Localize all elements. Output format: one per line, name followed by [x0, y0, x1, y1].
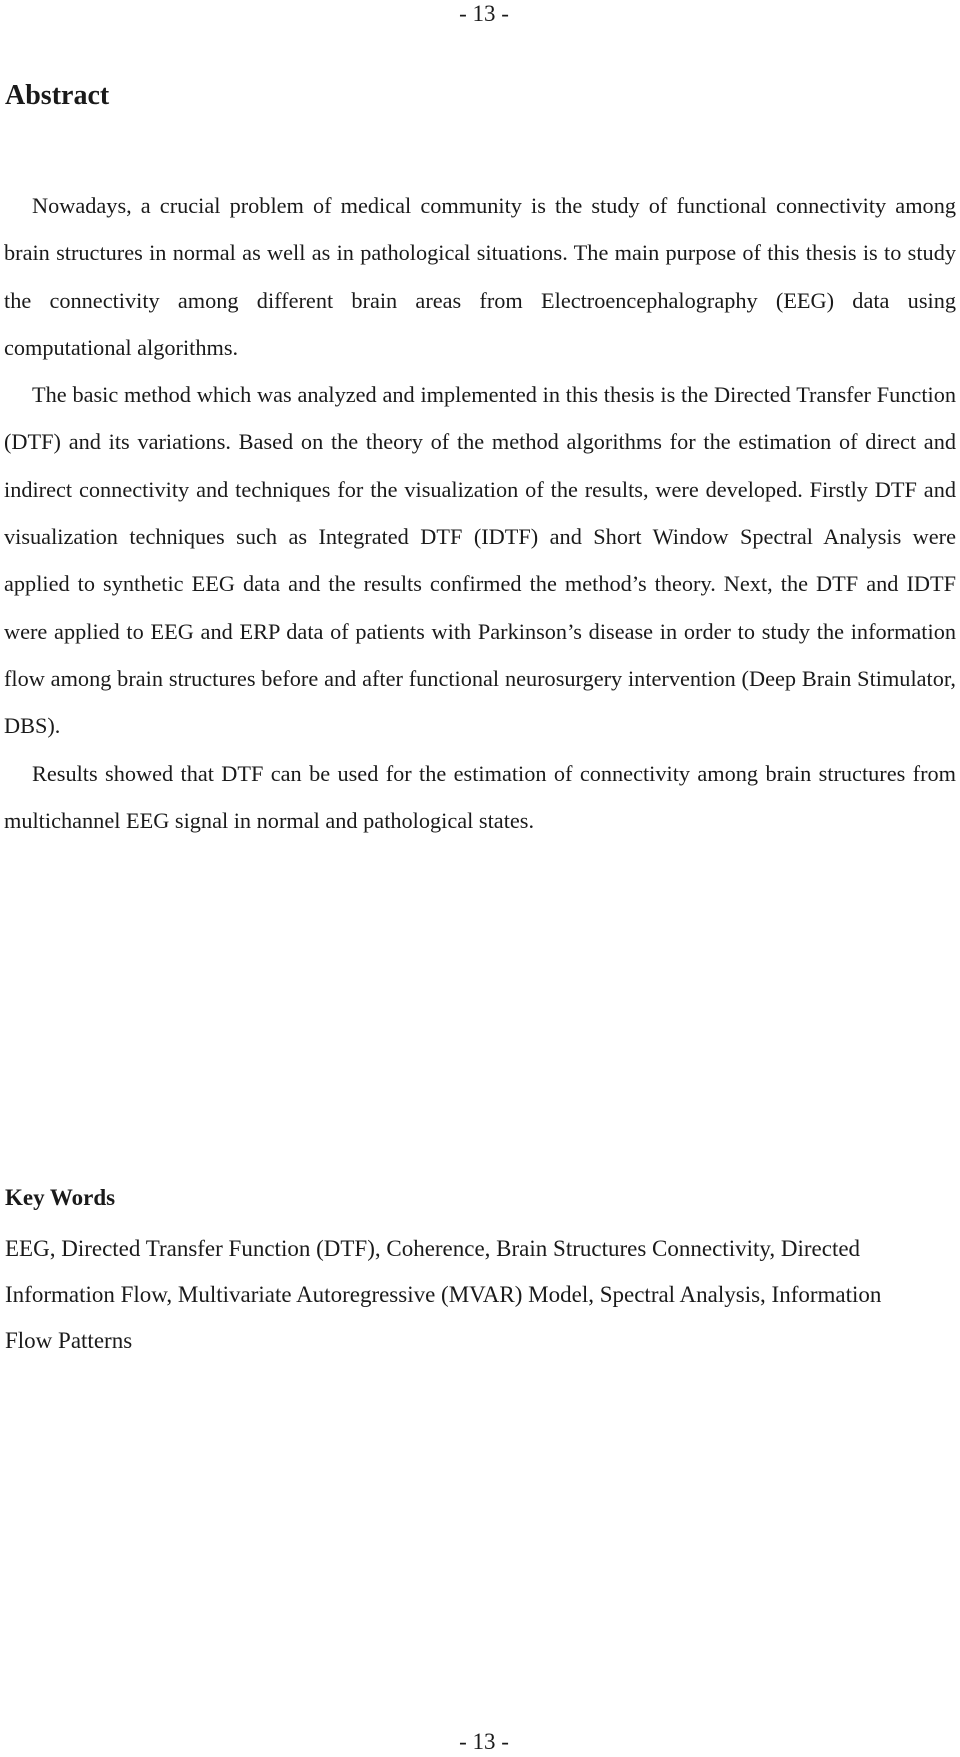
keywords-list: EEG, Directed Transfer Function (DTF), Coherence, Brain Structures Connectivity, Directed Information Flow, Multivariate Autoregressive (MVAR) Model, Spectral Analysis, Information Flow Patterns	[5, 1236, 882, 1353]
abstract-paragraph: Results showed that DTF can be used for the estimation of connectivity among brain structures from multichannel EEG signal in normal and pathological states.	[4, 760, 956, 833]
abstract-heading: Abstract	[5, 80, 110, 111]
abstract-paragraph: Nowadays, a crucial problem of medical community is the study of functional connectivity among brain structures in normal as well as in pathological situations. The main purpose of this thesis is to study the connectivity among different brain areas from Electroencephalography (EEG) data using computational algorithms.	[4, 193, 956, 360]
keywords-heading: Key Words	[5, 1185, 116, 1210]
abstract-paragraph: The basic method which was analyzed and implemented in this thesis is the Directed Transfer Function (DTF) and its variations. Based on the theory of the method algorithms for the estimation of direct and indirect connectivity and techniques for the visualization of the results, were developed. Firstly DTF and visualization techniques such as Integrated DTF (IDTF) and Short Window Spectral Analysis were applied to synthetic EEG data and the results confirmed the method’s theory. Next, the DTF and IDTF were applied to EEG and ERP data of patients with Parkinson’s disease in order to study the information flow among brain structures before and after functional neurosurgery intervention (Deep Brain Stimulator, DBS).	[4, 382, 956, 739]
abstract-body	[4, 182, 956, 844]
page-number-top: - 13 -	[459, 1, 509, 26]
page-number-bottom: - 13 -	[459, 1729, 509, 1754]
